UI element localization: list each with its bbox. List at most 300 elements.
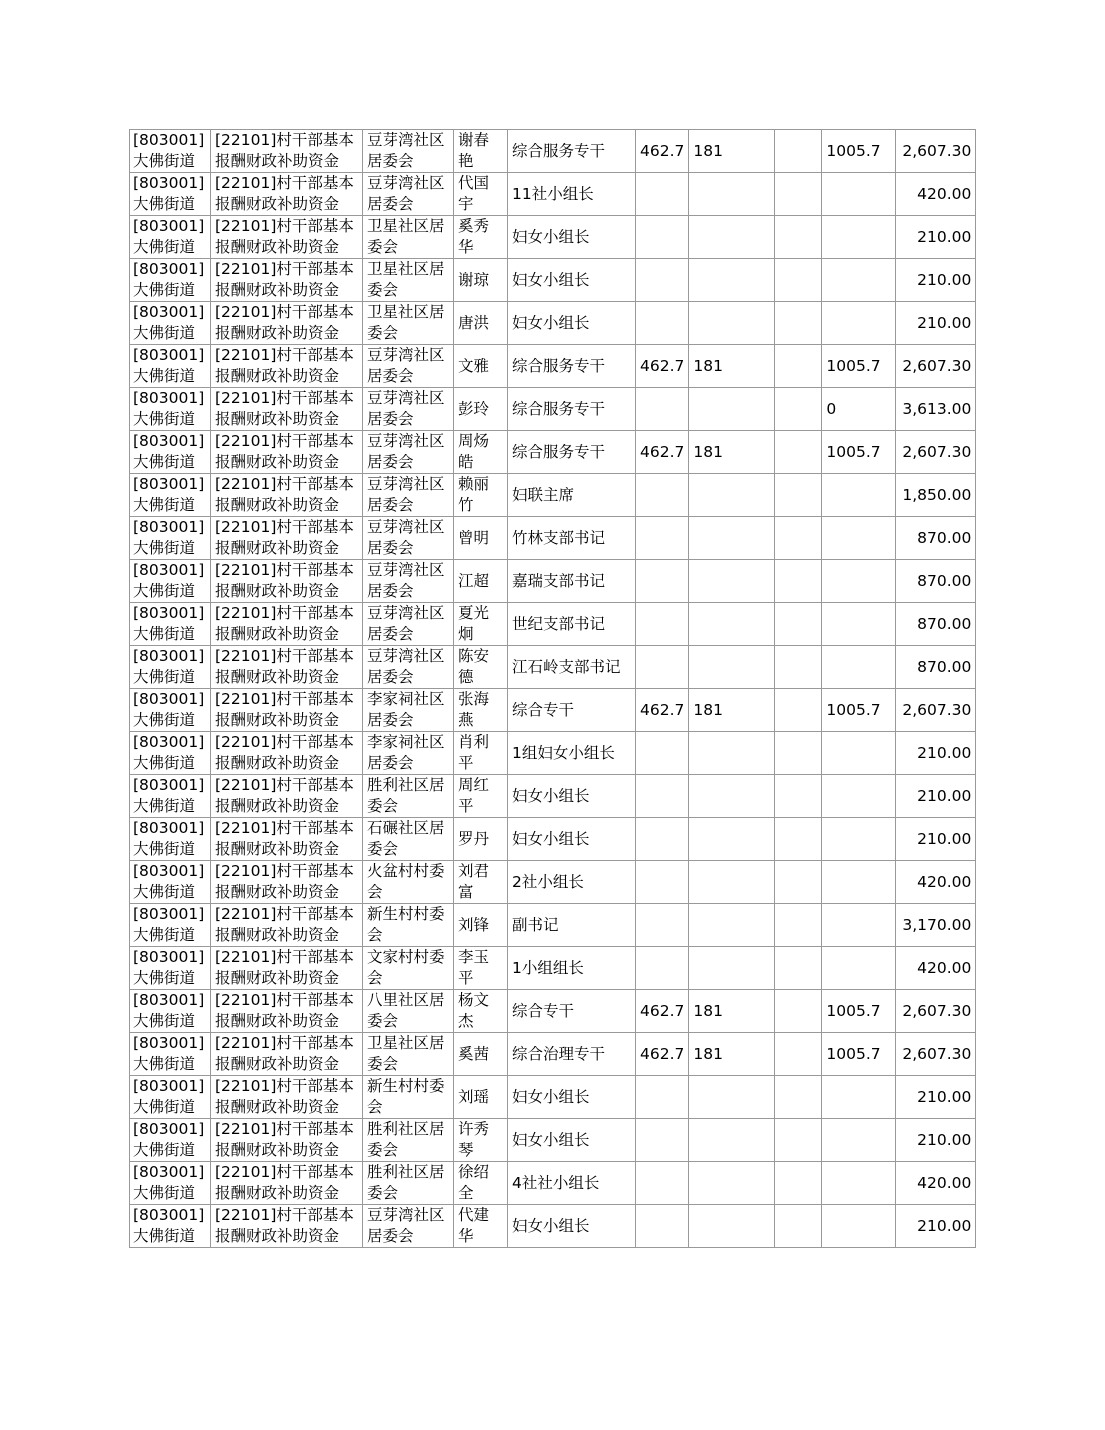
name-cell-line: 杰: [458, 1012, 474, 1030]
table-row: [130, 990, 976, 1033]
value-cell-c: [775, 775, 822, 818]
unit-cell-line: 大佛街道: [133, 1141, 196, 1159]
total-cell: 420.00: [896, 173, 976, 216]
unit-cell-line: 大佛街道: [133, 1184, 196, 1202]
org-cell: [363, 1076, 454, 1119]
name-cell-line: 陈安: [458, 647, 490, 665]
unit-cell-line: 大佛街道: [133, 582, 196, 600]
org-cell: [363, 560, 454, 603]
org-cell-line: 豆芽湾社区: [367, 647, 445, 665]
org-cell-line: 胜利社区居: [367, 1163, 445, 1181]
fund-cell-line: 报酬财政补助资金: [215, 754, 340, 772]
fund-cell-line: 报酬财政补助资金: [215, 582, 340, 600]
org-cell-line: 豆芽湾社区: [367, 432, 445, 450]
value-cell-a: [636, 732, 689, 775]
name-cell: [454, 517, 508, 560]
unit-cell: [130, 904, 211, 947]
table-row: [130, 216, 976, 259]
org-cell-line: 居委会: [367, 152, 414, 170]
value-cell-a: [636, 775, 689, 818]
unit-cell: [130, 130, 211, 173]
fund-cell-line: [22101]村干部基本: [215, 733, 354, 751]
fund-cell: [211, 302, 363, 345]
post-cell: 世纪支部书记: [508, 603, 636, 646]
value-cell-a: [636, 646, 689, 689]
value-cell-b: [689, 216, 775, 259]
value-cell-a: [636, 818, 689, 861]
table-row: [130, 775, 976, 818]
fund-cell-line: [22101]村干部基本: [215, 1077, 354, 1095]
name-cell: [454, 259, 508, 302]
value-cell-c: [775, 130, 822, 173]
value-cell-a: [636, 517, 689, 560]
fund-cell: [211, 1162, 363, 1205]
org-cell-line: 居委会: [367, 453, 414, 471]
post-cell: 综合服务专干: [508, 130, 636, 173]
total-cell: 210.00: [896, 1205, 976, 1248]
name-cell-line: 炯: [458, 625, 474, 643]
fund-cell: [211, 474, 363, 517]
value-cell-c: [775, 732, 822, 775]
fund-cell-line: [22101]村干部基本: [215, 518, 354, 536]
name-cell-line: 华: [458, 238, 474, 256]
name-cell-line: 谢春: [458, 131, 490, 149]
org-cell: [363, 1033, 454, 1076]
table-row: [130, 302, 976, 345]
org-cell-line: 委会: [367, 797, 399, 815]
value-cell-d: [822, 259, 896, 302]
value-cell-b: [689, 1119, 775, 1162]
total-cell: 420.00: [896, 947, 976, 990]
fund-cell-line: [22101]村干部基本: [215, 604, 354, 622]
fund-cell-line: [22101]村干部基本: [215, 346, 354, 364]
value-cell-d: [822, 904, 896, 947]
org-cell: [363, 732, 454, 775]
unit-cell-line: 大佛街道: [133, 883, 196, 901]
fund-cell: [211, 1076, 363, 1119]
unit-cell-line: [803001]: [133, 346, 205, 364]
unit-cell-line: 大佛街道: [133, 410, 196, 428]
post-cell: 妇联主席: [508, 474, 636, 517]
org-cell: [363, 689, 454, 732]
name-cell: [454, 732, 508, 775]
total-cell: 2,607.30: [896, 431, 976, 474]
name-cell-line: 杨文: [458, 991, 490, 1009]
value-cell-c: [775, 1205, 822, 1248]
fund-cell-line: [22101]村干部基本: [215, 260, 354, 278]
value-cell-b: [689, 302, 775, 345]
fund-cell: [211, 947, 363, 990]
value-cell-d: [822, 173, 896, 216]
org-cell-line: 豆芽湾社区: [367, 518, 445, 536]
value-cell-b: 181: [689, 689, 775, 732]
org-cell-line: 卫星社区居: [367, 260, 445, 278]
value-cell-c: [775, 1033, 822, 1076]
unit-cell-line: [803001]: [133, 174, 205, 192]
value-cell-a: [636, 1119, 689, 1162]
unit-cell: [130, 345, 211, 388]
fund-cell-line: [22101]村干部基本: [215, 991, 354, 1009]
unit-cell-line: 大佛街道: [133, 281, 196, 299]
value-cell-d: [822, 302, 896, 345]
fund-cell-line: [22101]村干部基本: [215, 475, 354, 493]
unit-cell-line: [803001]: [133, 991, 205, 1009]
table-row: [130, 388, 976, 431]
fund-cell-line: [22101]村干部基本: [215, 561, 354, 579]
value-cell-c: [775, 560, 822, 603]
unit-cell-line: [803001]: [133, 561, 205, 579]
unit-cell: [130, 216, 211, 259]
unit-cell-line: [803001]: [133, 1034, 205, 1052]
unit-cell-line: 大佛街道: [133, 496, 196, 514]
fund-cell-line: [22101]村干部基本: [215, 690, 354, 708]
org-cell-line: 石碾社区居: [367, 819, 445, 837]
name-cell-line: 夏光: [458, 604, 490, 622]
value-cell-c: [775, 517, 822, 560]
fund-cell-line: 报酬财政补助资金: [215, 926, 340, 944]
name-cell: [454, 173, 508, 216]
unit-cell-line: [803001]: [133, 819, 205, 837]
table-row: [130, 818, 976, 861]
value-cell-b: [689, 904, 775, 947]
org-cell-line: 居委会: [367, 711, 414, 729]
post-cell: 综合专干: [508, 990, 636, 1033]
post-cell: 副书记: [508, 904, 636, 947]
value-cell-b: 181: [689, 345, 775, 388]
table-row: [130, 345, 976, 388]
value-cell-c: [775, 1076, 822, 1119]
fund-cell-line: [22101]村干部基本: [215, 1163, 354, 1181]
name-cell: [454, 1205, 508, 1248]
name-cell-line: 谢琼: [458, 270, 490, 289]
fund-cell-line: 报酬财政补助资金: [215, 625, 340, 643]
org-cell-line: 会: [367, 883, 383, 901]
total-cell: 870.00: [896, 517, 976, 560]
post-cell: 4社社小组长: [508, 1162, 636, 1205]
org-cell-line: 会: [367, 969, 383, 987]
org-cell-line: 居委会: [367, 625, 414, 643]
name-cell: [454, 431, 508, 474]
unit-cell-line: [803001]: [133, 733, 205, 751]
unit-cell-line: [803001]: [133, 948, 205, 966]
fund-cell-line: 报酬财政补助资金: [215, 281, 340, 299]
value-cell-a: [636, 474, 689, 517]
value-cell-a: [636, 259, 689, 302]
org-cell-line: 居委会: [367, 582, 414, 600]
fund-cell: [211, 173, 363, 216]
name-cell-line: 宇: [458, 195, 474, 213]
total-cell: 870.00: [896, 560, 976, 603]
name-cell-line: 徐绍: [458, 1163, 490, 1181]
value-cell-b: [689, 732, 775, 775]
fund-cell-line: [22101]村干部基本: [215, 217, 354, 235]
name-cell: [454, 861, 508, 904]
unit-cell-line: 大佛街道: [133, 152, 196, 170]
table-row: [130, 130, 976, 173]
value-cell-a: [636, 216, 689, 259]
org-cell: [363, 818, 454, 861]
value-cell-a: 462.7: [636, 689, 689, 732]
unit-cell: [130, 1162, 211, 1205]
total-cell: 210.00: [896, 732, 976, 775]
value-cell-a: 462.7: [636, 130, 689, 173]
fund-cell-line: 报酬财政补助资金: [215, 1012, 340, 1030]
name-cell: [454, 947, 508, 990]
value-cell-b: [689, 388, 775, 431]
fund-cell-line: 报酬财政补助资金: [215, 1141, 340, 1159]
value-cell-d: 0: [822, 388, 896, 431]
value-cell-a: [636, 1205, 689, 1248]
value-cell-b: 181: [689, 990, 775, 1033]
fund-cell-line: [22101]村干部基本: [215, 905, 354, 923]
org-cell: [363, 474, 454, 517]
org-cell-line: 豆芽湾社区: [367, 174, 445, 192]
unit-cell-line: 大佛街道: [133, 711, 196, 729]
org-cell-line: 委会: [367, 840, 399, 858]
unit-cell: [130, 1205, 211, 1248]
fund-cell: [211, 345, 363, 388]
unit-cell: [130, 861, 211, 904]
fund-cell-line: 报酬财政补助资金: [215, 195, 340, 213]
value-cell-a: [636, 947, 689, 990]
org-cell: [363, 646, 454, 689]
org-cell-line: 李家祠社区: [367, 733, 445, 751]
org-cell: [363, 1205, 454, 1248]
value-cell-a: [636, 1076, 689, 1119]
org-cell-line: 豆芽湾社区: [367, 604, 445, 622]
table-row: [130, 947, 976, 990]
fund-cell-line: 报酬财政补助资金: [215, 1184, 340, 1202]
value-cell-d: 1005.7: [822, 130, 896, 173]
post-cell: 综合专干: [508, 689, 636, 732]
unit-cell: [130, 259, 211, 302]
org-cell: [363, 130, 454, 173]
total-cell: 210.00: [896, 1119, 976, 1162]
unit-cell: [130, 732, 211, 775]
unit-cell-line: [803001]: [133, 1206, 205, 1224]
unit-cell: [130, 388, 211, 431]
fund-cell: [211, 1205, 363, 1248]
name-cell: [454, 689, 508, 732]
post-cell: 11社小组长: [508, 173, 636, 216]
unit-cell: [130, 302, 211, 345]
value-cell-c: [775, 818, 822, 861]
value-cell-c: [775, 345, 822, 388]
value-cell-d: [822, 474, 896, 517]
value-cell-d: [822, 646, 896, 689]
unit-cell-line: 大佛街道: [133, 1098, 196, 1116]
name-cell-line: 周红: [458, 776, 490, 794]
value-cell-c: [775, 603, 822, 646]
name-cell: [454, 345, 508, 388]
fund-cell-line: 报酬财政补助资金: [215, 1055, 340, 1073]
unit-cell-line: 大佛街道: [133, 625, 196, 643]
name-cell: [454, 1162, 508, 1205]
value-cell-d: [822, 861, 896, 904]
value-cell-a: [636, 1162, 689, 1205]
unit-cell-line: 大佛街道: [133, 797, 196, 815]
fund-cell-line: 报酬财政补助资金: [215, 539, 340, 557]
unit-cell: [130, 818, 211, 861]
org-cell: [363, 775, 454, 818]
value-cell-d: [822, 1076, 896, 1119]
name-cell-line: 罗丹: [458, 829, 490, 848]
value-cell-a: 462.7: [636, 1033, 689, 1076]
org-cell-line: 委会: [367, 1055, 399, 1073]
post-cell: 妇女小组长: [508, 259, 636, 302]
post-cell: 妇女小组长: [508, 1076, 636, 1119]
org-cell: [363, 388, 454, 431]
name-cell-line: 皓: [458, 453, 474, 471]
fund-cell: [211, 861, 363, 904]
unit-cell-line: 大佛街道: [133, 324, 196, 342]
fund-cell: [211, 216, 363, 259]
org-cell-line: 居委会: [367, 668, 414, 686]
value-cell-d: [822, 1162, 896, 1205]
unit-cell-line: 大佛街道: [133, 840, 196, 858]
name-cell: [454, 560, 508, 603]
total-cell: 2,607.30: [896, 345, 976, 388]
value-cell-a: 462.7: [636, 431, 689, 474]
org-cell-line: 豆芽湾社区: [367, 561, 445, 579]
unit-cell-line: [803001]: [133, 303, 205, 321]
value-cell-c: [775, 861, 822, 904]
value-cell-d: 1005.7: [822, 689, 896, 732]
org-cell-line: 居委会: [367, 367, 414, 385]
unit-cell-line: 大佛街道: [133, 754, 196, 772]
fund-cell-line: 报酬财政补助资金: [215, 1098, 340, 1116]
org-cell: [363, 345, 454, 388]
fund-cell-line: [22101]村干部基本: [215, 948, 354, 966]
total-cell: 870.00: [896, 603, 976, 646]
fund-cell: [211, 431, 363, 474]
post-cell: 竹林支部书记: [508, 517, 636, 560]
table-row: [130, 1205, 976, 1248]
fund-cell-line: 报酬财政补助资金: [215, 883, 340, 901]
unit-cell: [130, 173, 211, 216]
unit-cell-line: [803001]: [133, 690, 205, 708]
fund-cell: [211, 904, 363, 947]
unit-cell-line: [803001]: [133, 604, 205, 622]
value-cell-c: [775, 646, 822, 689]
post-cell: 妇女小组长: [508, 818, 636, 861]
table-row: [130, 646, 976, 689]
org-cell-line: 豆芽湾社区: [367, 1206, 445, 1224]
org-cell-line: 居委会: [367, 195, 414, 213]
table-row: [130, 173, 976, 216]
subsidy-table: [129, 129, 976, 1248]
table-body: [130, 130, 976, 1248]
unit-cell-line: 大佛街道: [133, 1227, 196, 1245]
fund-cell-line: [22101]村干部基本: [215, 131, 354, 149]
value-cell-c: [775, 388, 822, 431]
fund-cell-line: [22101]村干部基本: [215, 1206, 354, 1224]
post-cell: 妇女小组长: [508, 1205, 636, 1248]
unit-cell-line: 大佛街道: [133, 539, 196, 557]
fund-cell: [211, 259, 363, 302]
total-cell: 210.00: [896, 1076, 976, 1119]
value-cell-a: 462.7: [636, 345, 689, 388]
value-cell-b: [689, 517, 775, 560]
org-cell-line: 委会: [367, 324, 399, 342]
value-cell-c: [775, 431, 822, 474]
name-cell-line: 张海: [458, 690, 490, 708]
unit-cell: [130, 1076, 211, 1119]
table-row: [130, 1033, 976, 1076]
unit-cell-line: 大佛街道: [133, 195, 196, 213]
unit-cell-line: [803001]: [133, 1163, 205, 1181]
org-cell-line: 卫星社区居: [367, 1034, 445, 1052]
value-cell-b: [689, 603, 775, 646]
name-cell-line: 赖丽: [458, 475, 490, 493]
org-cell-line: 新生村村委: [367, 1077, 445, 1095]
org-cell-line: 居委会: [367, 410, 414, 428]
fund-cell-line: 报酬财政补助资金: [215, 324, 340, 342]
name-cell: [454, 1033, 508, 1076]
org-cell-line: 卫星社区居: [367, 303, 445, 321]
post-cell: 妇女小组长: [508, 216, 636, 259]
name-cell-line: 燕: [458, 711, 474, 729]
org-cell: [363, 1162, 454, 1205]
org-cell: [363, 904, 454, 947]
org-cell-line: 居委会: [367, 754, 414, 772]
unit-cell: [130, 990, 211, 1033]
total-cell: 3,170.00: [896, 904, 976, 947]
value-cell-b: [689, 947, 775, 990]
org-cell-line: 居委会: [367, 539, 414, 557]
fund-cell-line: [22101]村干部基本: [215, 432, 354, 450]
fund-cell: [211, 1033, 363, 1076]
total-cell: 870.00: [896, 646, 976, 689]
fund-cell-line: [22101]村干部基本: [215, 647, 354, 665]
org-cell-line: 委会: [367, 281, 399, 299]
value-cell-a: [636, 904, 689, 947]
value-cell-c: [775, 1162, 822, 1205]
value-cell-c: [775, 302, 822, 345]
unit-cell-line: [803001]: [133, 647, 205, 665]
fund-cell-line: 报酬财政补助资金: [215, 453, 340, 471]
total-cell: 2,607.30: [896, 1033, 976, 1076]
unit-cell-line: 大佛街道: [133, 969, 196, 987]
value-cell-c: [775, 689, 822, 732]
value-cell-a: [636, 173, 689, 216]
org-cell-line: 卫星社区居: [367, 217, 445, 235]
fund-cell: [211, 388, 363, 431]
name-cell-line: 曾明: [458, 528, 490, 547]
total-cell: 420.00: [896, 1162, 976, 1205]
value-cell-d: [822, 818, 896, 861]
org-cell: [363, 990, 454, 1033]
value-cell-b: [689, 1205, 775, 1248]
value-cell-c: [775, 904, 822, 947]
unit-cell-line: 大佛街道: [133, 1055, 196, 1073]
post-cell: 综合服务专干: [508, 431, 636, 474]
name-cell: [454, 474, 508, 517]
unit-cell-line: 大佛街道: [133, 367, 196, 385]
fund-cell-line: [22101]村干部基本: [215, 389, 354, 407]
value-cell-c: [775, 990, 822, 1033]
name-cell-line: 代建: [458, 1206, 490, 1224]
org-cell-line: 会: [367, 1098, 383, 1116]
value-cell-d: 1005.7: [822, 1033, 896, 1076]
unit-cell: [130, 603, 211, 646]
name-cell: [454, 130, 508, 173]
value-cell-b: 181: [689, 431, 775, 474]
value-cell-c: [775, 474, 822, 517]
value-cell-d: 1005.7: [822, 990, 896, 1033]
value-cell-b: [689, 259, 775, 302]
total-cell: 2,607.30: [896, 990, 976, 1033]
